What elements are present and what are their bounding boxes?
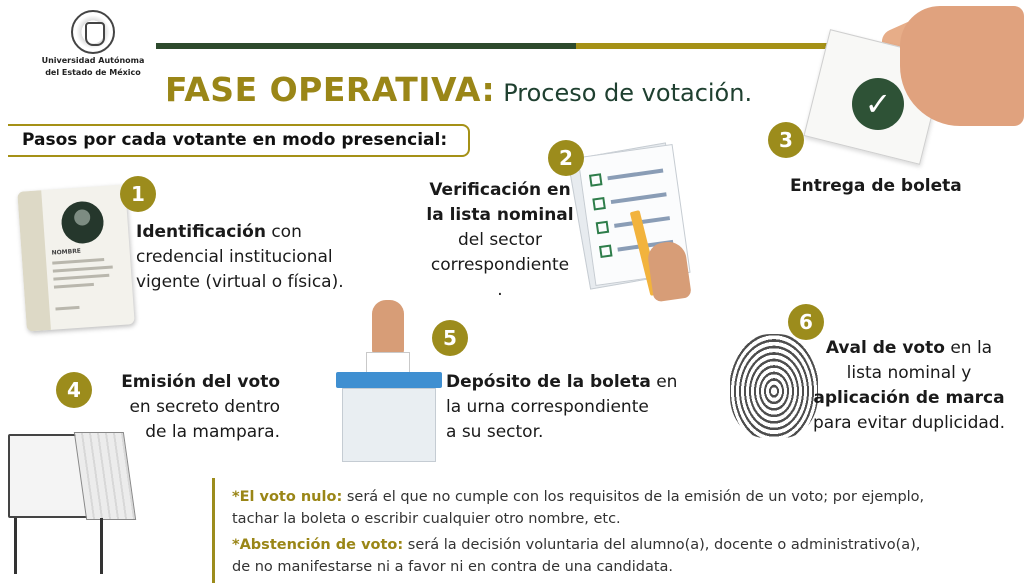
step-6-badge: 6 [788,304,824,340]
step-4-text: Emisión del voto en secreto dentro de la mampara. [121,372,280,442]
step-2-badge: 2 [548,140,584,176]
logo-line-2: del Estado de México [45,68,141,77]
step-4-badge: 4 [56,372,92,408]
notes-accent-bar [212,478,215,583]
ballot-box-icon [342,388,436,462]
step-5-text: Depósito de la boleta en la urna correspondiente a su sector. [446,372,678,442]
step-5-badge: 5 [432,320,468,356]
hand-icon-ballot [372,300,404,356]
note-voto-nulo: *El voto nulo: será el que no cumple con los requisitos de la emisión de un voto; por ejemplo, [232,489,925,505]
page-title-sub: Proceso de votación. [503,79,753,107]
section-subtitle: Pasos por cada votante en modo presencial: [22,130,448,150]
step-6-text: Aval de voto en la lista nominal y aplicación de marca para evitar duplicidad. [812,338,1005,433]
university-seal-icon [71,10,115,54]
note-voto-nulo-cont: tachar la boleta o escribir cualquier otro nombre, etc. [232,511,621,527]
checkmark-icon: ✓ [852,78,904,130]
logo-line-1: Universidad Autónoma [41,56,145,65]
note-abstencion: *Abstención de voto: será la decisión voluntaria del alumno(a), docente o administrativo(a), [232,537,921,553]
card-name-label: NOMBRE [51,247,82,257]
step-1-text: Identificación con credencial institucional vigente (virtual o física). [136,222,344,292]
header-divider-green [156,43,576,49]
hand-holding-ballot-icon [900,6,1024,126]
step-1-title: Identificación [136,222,266,242]
step-3-badge: 3 [768,122,804,158]
step-3-text: Entrega de boleta [790,176,962,196]
step-1-badge: 1 [120,176,156,212]
step-2-text: Verificación en la lista nominal del sector correspondiente . [426,180,574,300]
avatar-icon [60,200,105,245]
ballot-box-lid [336,372,442,388]
university-logo [38,10,148,78]
note-abstencion-cont: de no manifestarse ni a favor ni en contra de una candidata. [232,559,674,575]
id-card-illustration [17,184,135,331]
page-title [165,70,752,109]
page-title-main: FASE OPERATIVA: [165,70,496,109]
